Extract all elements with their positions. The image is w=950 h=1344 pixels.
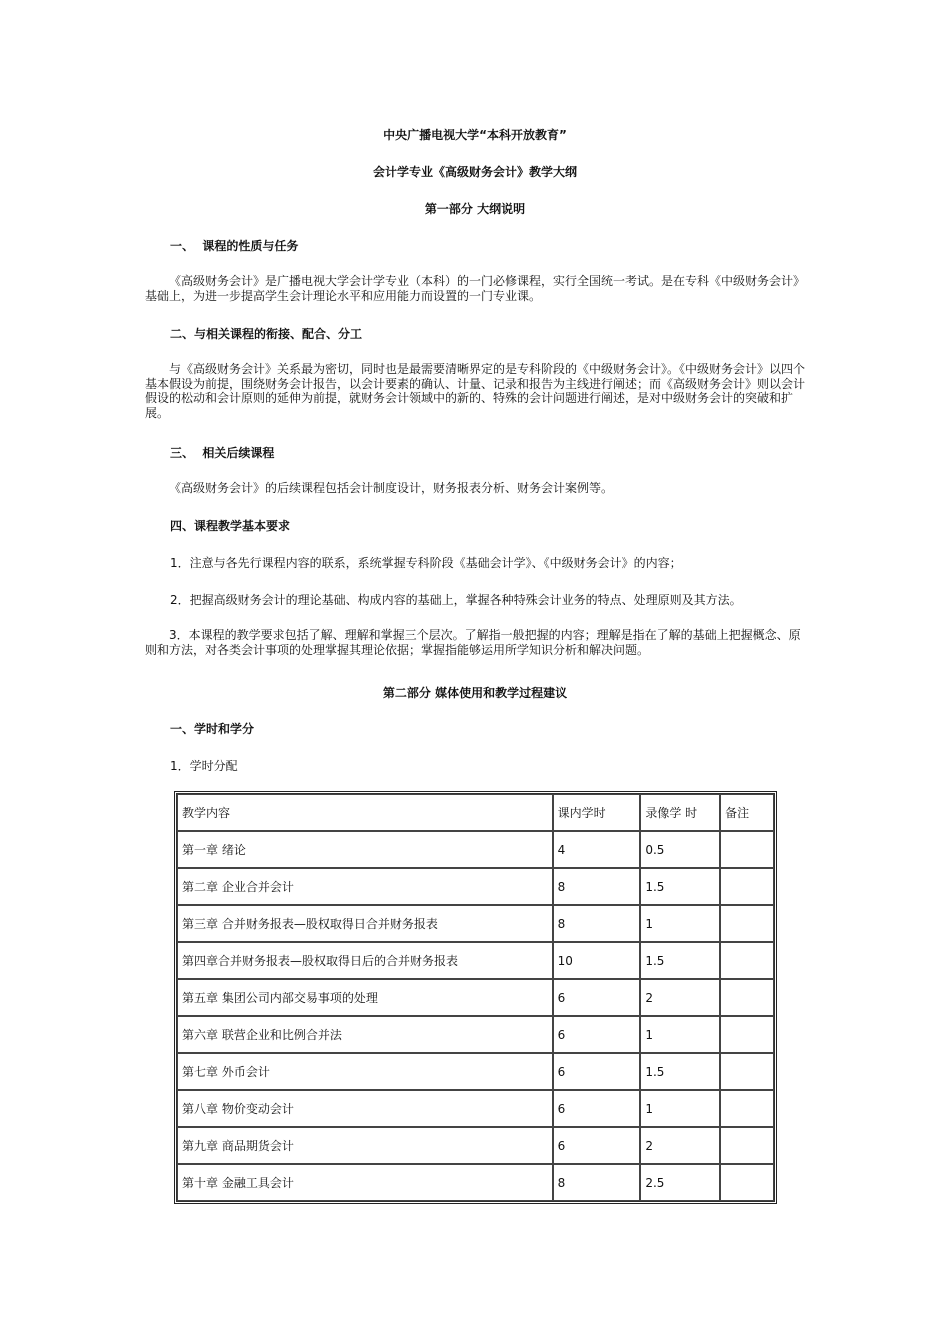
section-body-relations: 与《高级财务会计》关系最为密切，同时也是最需要清晰界定的是专科阶段的《中级财务会计》。《中级财务会计》以四个基本假设为前提，围绕财务会计报告，以会计要素的确认、计量、记录和报告为主线进行阐述；而《高级财务会计》则以会计假设的松动和会计原则的延伸为前提，就财务会计领域中的新的、特殊的会计问题进行阐述，是对中级财务会计的突破和扩展。 <box>145 362 806 420</box>
video-hours-cell: 2 <box>640 979 720 1016</box>
notes-cell <box>720 831 774 868</box>
part-two-title: 第二部分 媒体使用和教学过程建议 <box>382 686 568 700</box>
class-hours-cell: 8 <box>553 1164 641 1201</box>
chapter-cell: 第六章 联营企业和比例合并法 <box>177 1016 553 1053</box>
section-body-nature: 《高级财务会计》是广播电视大学会计学专业（本科）的一门必修课程，实行全国统一考试。是在专科《中级财务会计》基础上，为进一步提高学生会计理论水平和应用能力而设置的一门专业课。 <box>145 274 806 303</box>
notes-cell <box>720 1127 774 1164</box>
table-row <box>177 831 774 868</box>
chapter-cell: 第三章 合并财务报表—股权取得日合并财务报表 <box>177 905 553 942</box>
table-row <box>177 868 774 905</box>
chapter-cell: 第四章合并财务报表—股权取得日后的合并财务报表 <box>177 942 553 979</box>
section-heading-relations: 二、与相关课程的衔接、配合、分工 <box>170 327 363 341</box>
hours-allocation-label: 1．学时分配 <box>170 759 238 773</box>
chapter-cell: 第二章 企业合并会计 <box>177 868 553 905</box>
notes-cell <box>720 868 774 905</box>
chapter-cell: 第九章 商品期货会计 <box>177 1127 553 1164</box>
class-hours-cell: 6 <box>553 979 641 1016</box>
section-heading-nature: 一、 课程的性质与任务 <box>170 239 299 253</box>
table-row <box>177 1090 774 1127</box>
video-hours-cell: 1 <box>640 1090 720 1127</box>
section-heading-hours: 一、学时和学分 <box>170 722 255 736</box>
header-video-hours: 录像学 时 <box>640 794 720 831</box>
part-one-title: 第一部分 大纲说明 <box>424 202 526 216</box>
table-row <box>177 1016 774 1053</box>
notes-cell <box>720 1053 774 1090</box>
header-class-hours: 课内学时 <box>553 794 641 831</box>
class-hours-cell: 6 <box>553 1016 641 1053</box>
video-hours-cell: 1.5 <box>640 942 720 979</box>
video-hours-cell: 1.5 <box>640 1053 720 1090</box>
requirement-item-1: 1．注意与各先行课程内容的联系，系统掌握专科阶段《基础会计学》、《中级财务会计》的内容； <box>170 556 682 570</box>
class-hours-cell: 6 <box>553 1127 641 1164</box>
section-heading-followup: 三、 相关后续课程 <box>170 446 275 460</box>
class-hours-cell: 10 <box>553 942 641 979</box>
table-row <box>177 1164 774 1201</box>
video-hours-cell: 1 <box>640 905 720 942</box>
requirement-item-3: 3．本课程的教学要求包括了解、理解和掌握三个层次。了解指一般把握的内容；理解是指在了解的基础上把握概念、原则和方法，对各类会计事项的处理掌握其理论依据；掌握指能够运用所学知识分析和解决问题。 <box>145 628 801 657</box>
video-hours-cell: 1 <box>640 1016 720 1053</box>
table-row <box>177 942 774 979</box>
chapter-cell: 第十章 金融工具会计 <box>177 1164 553 1201</box>
requirement-item-2: 2．把握高级财务会计的理论基础、构成内容的基础上，掌握各种特殊会计业务的特点、处理原则及其方法。 <box>170 593 742 607</box>
table-header-row <box>177 794 774 831</box>
class-hours-cell: 6 <box>553 1090 641 1127</box>
class-hours-cell: 4 <box>553 831 641 868</box>
notes-cell <box>720 1090 774 1127</box>
video-hours-cell: 1.5 <box>640 868 720 905</box>
table-row <box>177 1053 774 1090</box>
section-heading-requirements: 四、课程教学基本要求 <box>170 519 291 533</box>
video-hours-cell: 0.5 <box>640 831 720 868</box>
syllabus-title: 会计学专业《高级财务会计》教学大纲 <box>372 165 577 179</box>
hours-table <box>176 793 775 1202</box>
notes-cell <box>720 942 774 979</box>
class-hours-cell: 8 <box>553 905 641 942</box>
table-row <box>177 1127 774 1164</box>
class-hours-cell: 6 <box>553 1053 641 1090</box>
header-notes: 备注 <box>720 794 774 831</box>
table-row <box>177 979 774 1016</box>
chapter-cell: 第一章 绪论 <box>177 831 553 868</box>
chapter-cell: 第七章 外币会计 <box>177 1053 553 1090</box>
video-hours-cell: 2 <box>640 1127 720 1164</box>
notes-cell <box>720 1016 774 1053</box>
table-row <box>177 905 774 942</box>
chapter-cell: 第五章 集团公司内部交易事项的处理 <box>177 979 553 1016</box>
header-content: 教学内容 <box>177 794 553 831</box>
chapter-cell: 第八章 物价变动会计 <box>177 1090 553 1127</box>
notes-cell <box>720 905 774 942</box>
notes-cell <box>720 1164 774 1201</box>
notes-cell <box>720 979 774 1016</box>
class-hours-cell: 8 <box>553 868 641 905</box>
document-title: 中央广播电视大学“本科开放教育” <box>383 128 567 142</box>
video-hours-cell: 2.5 <box>640 1164 720 1201</box>
section-body-followup: 《高级财务会计》的后续课程包括会计制度设计，财务报表分析、财务会计案例等。 <box>169 481 614 495</box>
